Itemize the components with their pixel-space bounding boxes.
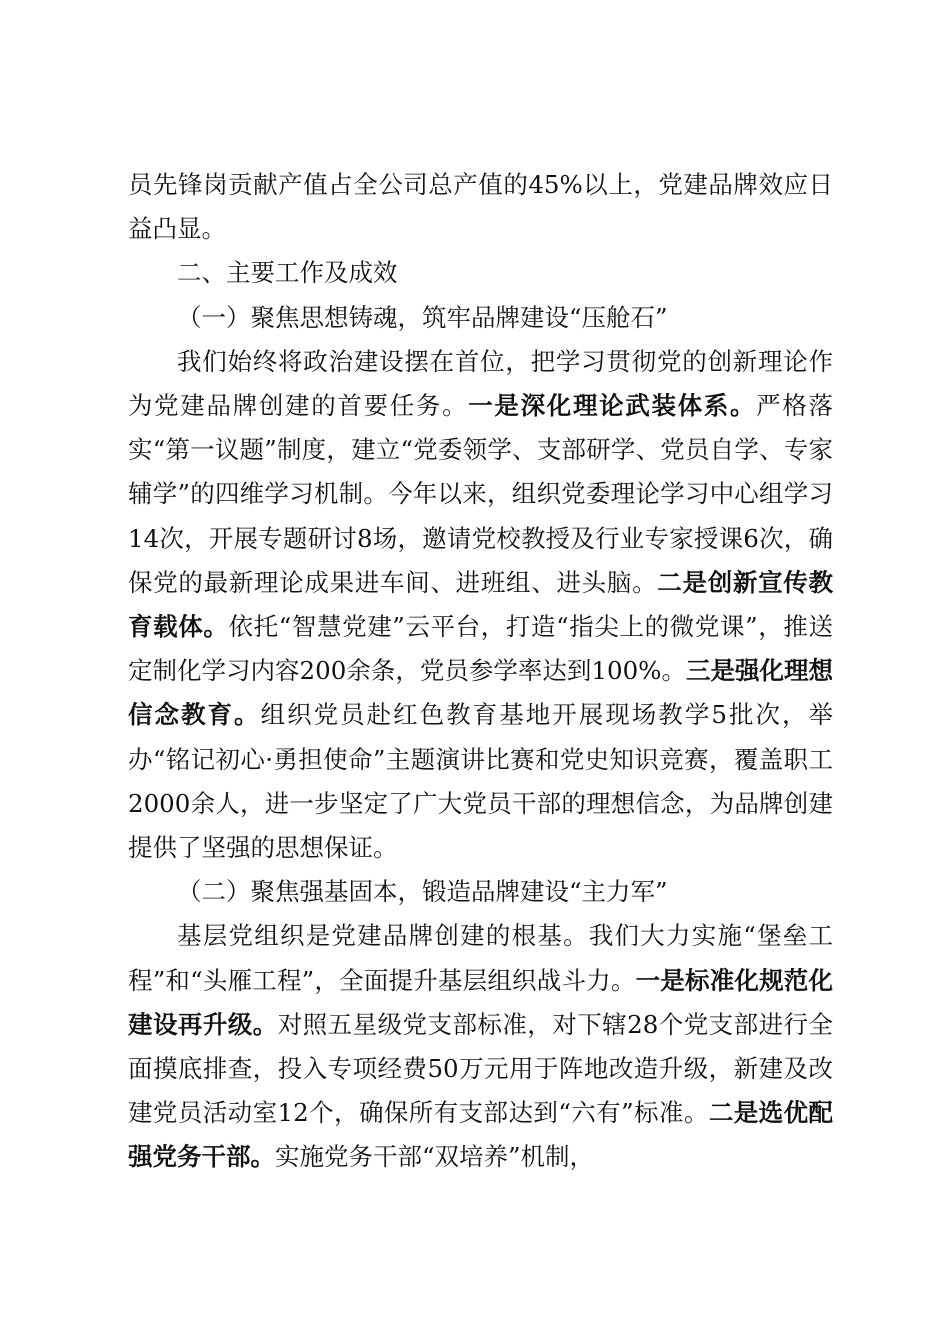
point-text: 组织党员赴红色教育基地开展现场教学5批次，举办“铭记初心·勇担使命”主题演讲比赛和党史知识竞赛，覆盖职工2000余人，进一步坚定了广大党员干部的理想信念，为品牌创建提供了坚强的思想保证。 <box>128 700 833 863</box>
body-paragraph-1 <box>128 340 833 870</box>
point-text: 对照五星级党支部标准，对下辖28个党支部进行全面摸底排查，投入专项经费50万元用于阵地改造升级，新建及改建党员活动室12个，确保所有支部达到“六有”标准。 <box>128 1009 833 1128</box>
point-text: 实施党务干部“双培养”机制， <box>275 1142 595 1172</box>
point-title: 二是创新宣传教育载体。 <box>128 567 834 642</box>
point-text: 严格落实“第一议题”制度，建立“党委领学、支部研学、党员自学、专家辅学”的四维学习机制。今年以来，组织党委理论学习中心组学习14次，开展专题研讨8场，邀请党校教授及行业专家授课6次，确保党的最新理论成果进车间、进班组、进头脑。 <box>128 391 834 597</box>
document-page <box>128 163 833 1180</box>
subsection-heading-2: （二）聚焦强基固本，锻造品牌建设“主力军” <box>177 877 668 907</box>
section-heading: 二、主要工作及成效 <box>177 258 398 288</box>
point-title: 一是深化理论武装体系。 <box>468 391 757 421</box>
paragraph-lead: 基层党组织是党建品牌创建的根基。我们大力实施“堡垒工程”和“头雁工程”，全面提升基层组织战斗力。 <box>128 921 833 995</box>
point-title: 二是选优配强党务干部。 <box>128 1098 833 1172</box>
point-title: 一是标准化规范化建设再升级。 <box>128 965 834 1039</box>
body-paragraph-2 <box>128 914 833 1179</box>
point-text: 依托“智慧党建”云平台，打造“指尖上的微党课”，推送定制化学习内容200余条，党员参学率达到100%。 <box>128 612 833 686</box>
subsection-heading-1: （一）聚焦思想铸魂，筑牢品牌建设“压舱石” <box>177 302 668 332</box>
point-title: 三是强化理想信念教育。 <box>128 656 834 730</box>
intro-paragraph: 员先锋岗贡献产值占全公司总产值的45%以上，党建品牌效应日益凸显。 <box>128 170 833 244</box>
paragraph-lead: 我们始终将政治建设摆在首位，把学习贯彻党的创新理论作为党建品牌创建的首要任务。 <box>128 346 833 421</box>
